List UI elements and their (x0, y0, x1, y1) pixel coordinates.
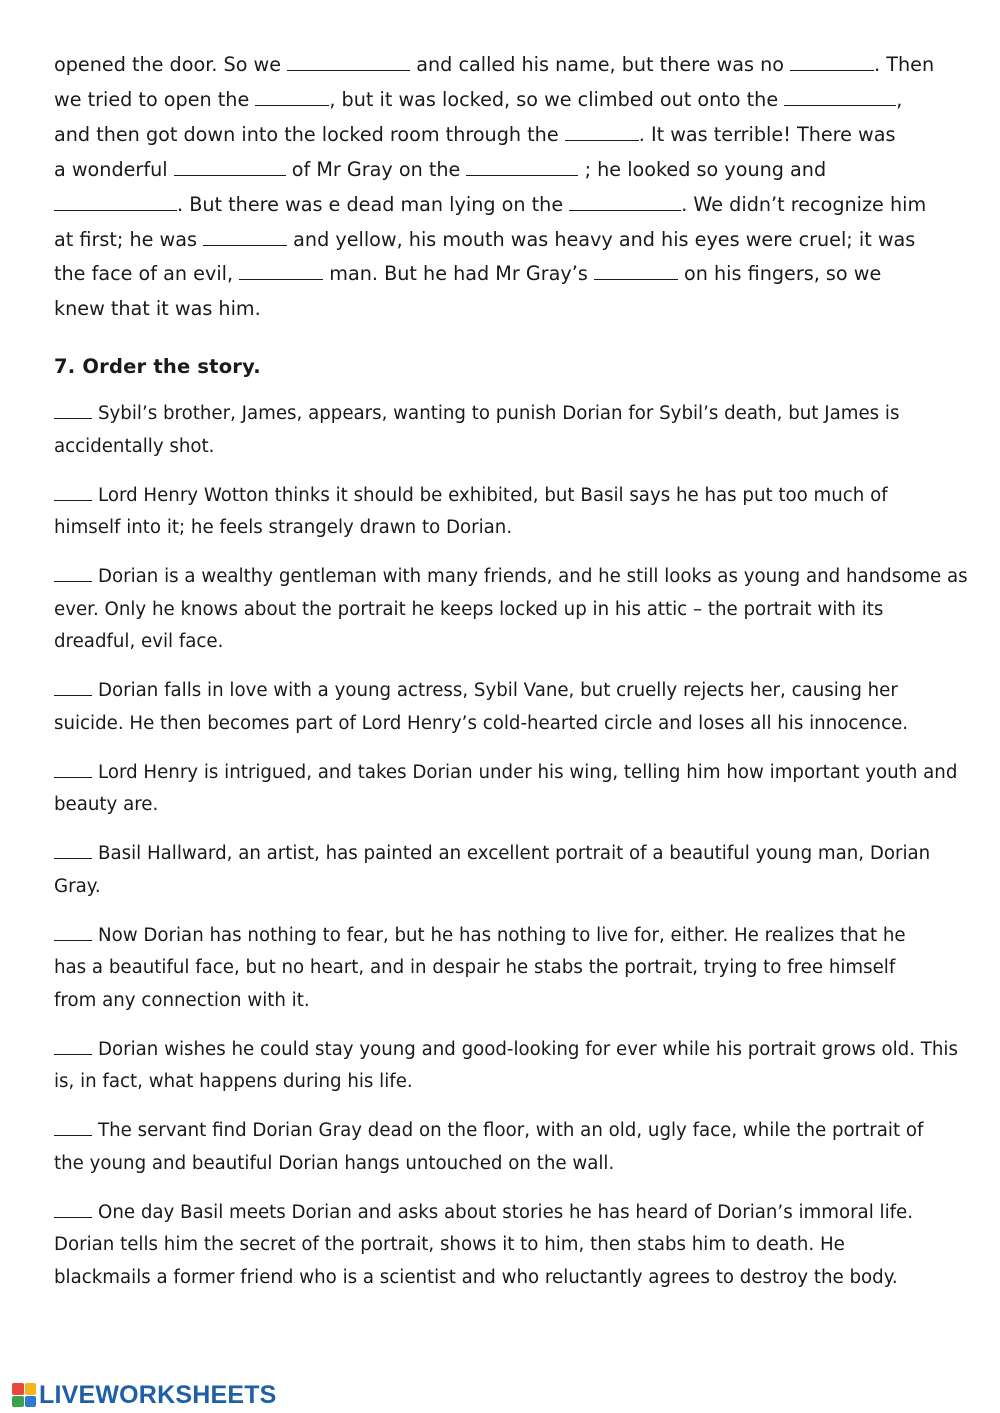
order-number-blank[interactable] (54, 923, 92, 940)
story-item: Lord Henry Wotton thinks it should be exhibited, but Basil says he has put too much of himself into it; he feels strangely drawn to Dorian. (54, 484, 888, 539)
story-item: Basil Hallward, an artist, has painted an excellent portrait of a beautiful young man, Dorian Gray. (54, 843, 931, 897)
story-item: Dorian falls in love with a young actress, Sybil Vane, but cruelly rejects her, causing her suicide. He then becomes part of Lord Henry’s cold-hearted circle and loses all his innocence. (54, 680, 909, 734)
order-number-blank[interactable] (54, 1119, 92, 1136)
logo-grid-icon (12, 1383, 36, 1407)
answer-blank[interactable] (255, 87, 329, 106)
order-number-blank[interactable] (54, 1200, 92, 1217)
liveworksheets-logo (12, 1381, 277, 1409)
order-number-blank[interactable] (54, 483, 92, 500)
cloze-line: the face of an evil, man. But he had Mr Gray’s on his fingers, so we (54, 262, 882, 286)
answer-blank[interactable] (790, 52, 874, 71)
order-number-blank[interactable] (54, 402, 92, 419)
story-item: Lord Henry is intrigued, and takes Dorian under his wing, telling him how important youth and beauty are. (54, 761, 958, 816)
story-item: Dorian wishes he could stay young and good-looking for ever while his portrait grows old. This is, in fact, what happens during his life. (54, 1038, 958, 1093)
answer-blank[interactable] (203, 226, 287, 245)
answer-blank[interactable] (239, 261, 323, 280)
cloze-paragraph (54, 48, 976, 327)
cloze-line: we tried to open the , but it was locked, so we climbed out onto the , (54, 87, 903, 111)
answer-blank[interactable] (569, 191, 681, 210)
answer-blank[interactable] (287, 52, 410, 71)
order-number-blank[interactable] (54, 842, 92, 859)
answer-blank[interactable] (466, 156, 578, 175)
answer-blank[interactable] (174, 156, 286, 175)
story-item: Dorian is a wealthy gentleman with many friends, and he still looks as young and handsome as ever. Only he knows about the portrait he keeps locked up in his attic – the portrait with its dreadful, evil face. (54, 566, 968, 653)
logo-text: LIVEWORKSHEETS (39, 1380, 277, 1409)
order-number-blank[interactable] (54, 1037, 92, 1054)
answer-blank[interactable] (784, 87, 896, 106)
story-item: Now Dorian has nothing to fear, but he has nothing to live for, either. He realizes that he has a beautiful face, but no heart, and in despair he stabs the portrait, trying to free himself from any connection with it. (54, 924, 906, 1011)
cloze-line: and then got down into the locked room through the . It was terrible! There was (54, 122, 896, 146)
section-title: 7. Order the story. (54, 355, 261, 379)
worksheet-page (54, 48, 976, 1311)
cloze-line: a wonderful of Mr Gray on the ; he looked so young and (54, 157, 827, 181)
order-number-blank[interactable] (54, 760, 92, 777)
story-order-list (54, 398, 976, 1294)
answer-blank[interactable] (594, 261, 678, 280)
cloze-line: opened the door. So we and called his name, but there was no . Then (54, 53, 935, 76)
answer-blank[interactable] (565, 122, 639, 141)
answer-blank[interactable] (54, 191, 177, 210)
cloze-line: knew that it was him. (54, 297, 261, 321)
story-item: One day Basil meets Dorian and asks about stories he has heard of Dorian’s immoral life. Dorian tells him the secret of the portrait, shows it to him, then stabs him to death. He blackmails a former friend who is a scientist and who reluctantly agrees to destroy the body. (54, 1201, 914, 1288)
cloze-line: at first; he was and yellow, his mouth was heavy and his eyes were cruel; it was (54, 227, 916, 251)
story-item: Sybil’s brother, James, appears, wanting to punish Dorian for Sybil’s death, but James is accidentally shot. (54, 403, 900, 457)
story-item: The servant find Dorian Gray dead on the floor, with an old, ugly face, while the portrait of the young and beautiful Dorian hangs untouched on the wall. (54, 1120, 924, 1174)
cloze-line: . But there was e dead man lying on the . We didn’t recognize him (54, 188, 976, 223)
order-number-blank[interactable] (54, 565, 92, 582)
order-number-blank[interactable] (54, 679, 92, 696)
